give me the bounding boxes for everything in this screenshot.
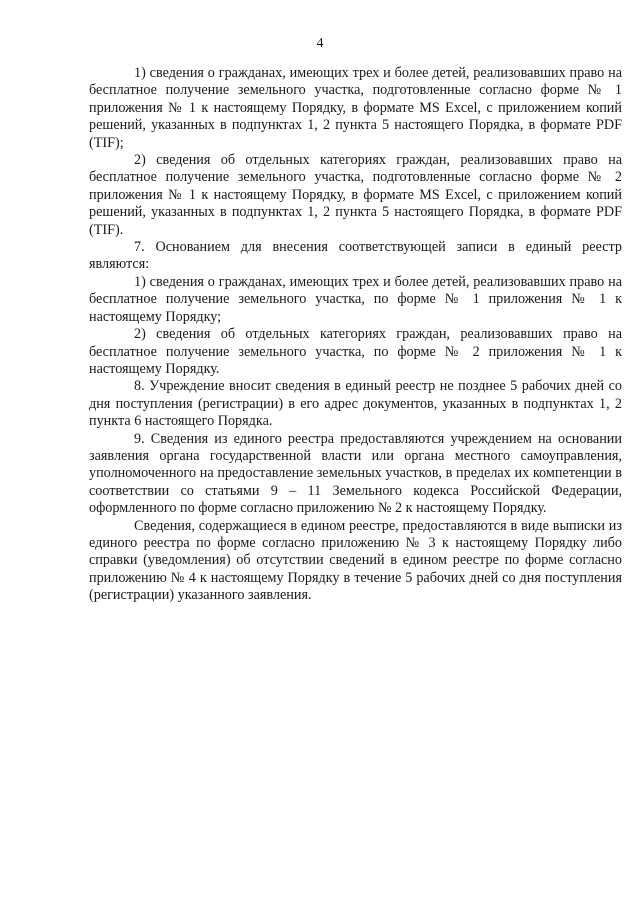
paragraph-7-item-1: 1) сведения о гражданах, имеющих трех и более детей, реализовавших право на бесплатное получение земельного участка, по форме № 1 приложения № 1 к настоящему Порядку; [89, 273, 622, 325]
paragraph-1-item-1: 1) сведения о гражданах, имеющих трех и более детей, реализовавших право на бесплатное получение земельного участка, подготовленные согласно форме № 1 приложения № 1 к настоящему Порядку, в формате MS Excel, с приложением копий решений, указанных в подпунктах 1, 2 пункта 5 настоящего Порядка, в формате PDF (TIF); [89, 65, 622, 151]
paragraph-9-continuation: Сведения, содержащиеся в едином реестре, предоставляются в виде выписки из единого реестра по форме согласно приложению № 3 к настоящему Порядку либо справки (уведомления) об отсутствии сведений в едином реестре по форме согласно приложению № 4 к настоящему Порядку в течение 5 рабочих дней со дня поступления (регистрации) указанного заявления. [89, 517, 622, 604]
document-body [89, 65, 622, 605]
paragraph-9: 9. Сведения из единого реестра предоставляются учреждением на основании заявления органа государственной власти или органа местного самоуправления, уполномоченного на предоставление земельных участков, в пределах их компетенции в соответствии со статьями 9 – 11 Земельного кодекса Российской Федерации, оформленного по форме согласно приложению № 2 к настоящему Порядку. [89, 430, 622, 517]
paragraph-1-item-2: 2) сведения об отдельных категориях граждан, реализовавших право на бесплатное получение земельного участка, подготовленные согласно форме № 2 приложения № 1 к настоящему Порядку, в формате MS Excel, с приложением копий решений, указанных в подпунктах 1, 2 пункта 5 настоящего Порядка, в формате PDF (TIF). [89, 152, 622, 238]
paragraph-7-heading: 7. Основанием для внесения соответствующей записи в единый реестр являются: [89, 239, 622, 273]
page-number: 4 [316, 36, 324, 51]
paragraph-7-item-2: 2) сведения об отдельных категориях граждан, реализовавших право на бесплатное получение земельного участка, по форме № 2 приложения № 1 к настоящему Порядку. [89, 326, 622, 377]
paragraph-8: 8. Учреждение вносит сведения в единый реестр не позднее 5 рабочих дней со дня поступления (регистрации) в его адрес документов, указанных в подпунктах 1, 2 пункта 6 настоящего Порядка. [89, 378, 622, 430]
